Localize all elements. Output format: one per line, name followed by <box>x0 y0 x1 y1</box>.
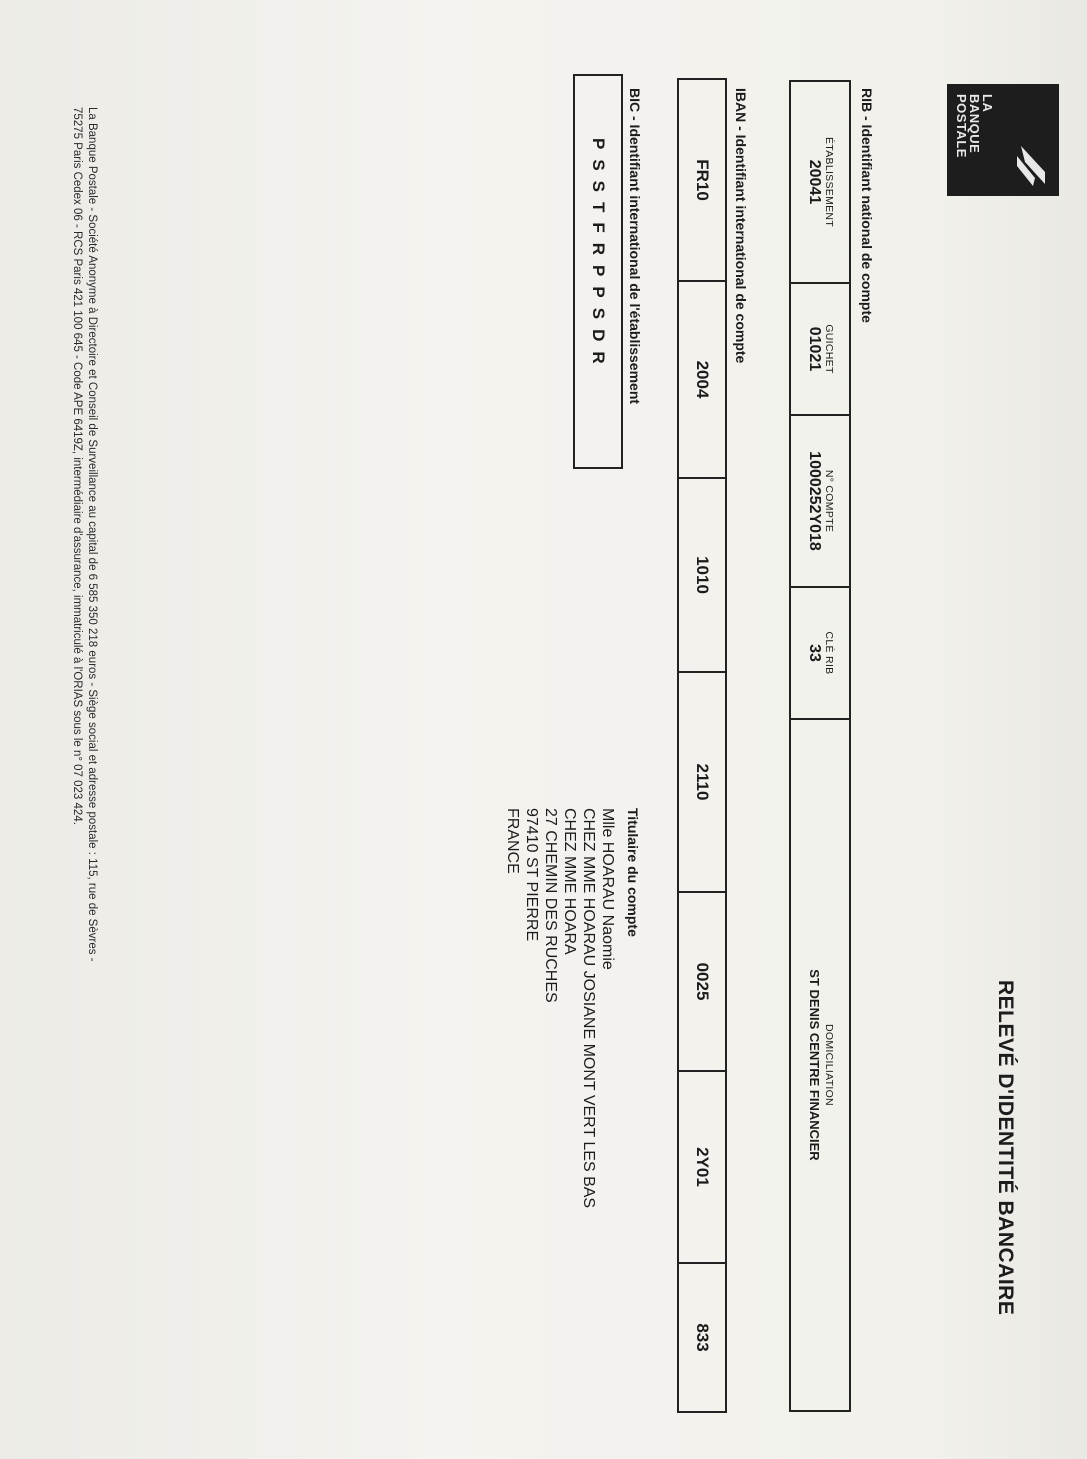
rib-compte-header: N° COMPTE <box>823 469 835 533</box>
logo-line: LA <box>980 94 995 113</box>
rib-etablissement-value: 20041 <box>806 159 823 205</box>
bic-value: PSSTFRPPSDR <box>573 74 623 469</box>
footer-line: 75275 Paris Cedex 06 - RCS Paris 421 100 645 - Code APE 6419Z, intermédiaire d'assurance, immatriculé à l'ORIAS sous le n° 07 023 424. <box>71 107 83 825</box>
iban-block: 2110 <box>678 672 726 892</box>
iban-section-label: IBAN - Identifiant international de compte <box>733 88 749 364</box>
rib-cle-cell <box>790 587 850 719</box>
rib-guichet-value: 01021 <box>806 326 823 372</box>
holder-line: 27 CHEMIN DES RUCHES <box>542 808 559 1003</box>
legal-footer <box>69 107 99 962</box>
account-holder <box>503 808 642 1208</box>
rib-etablissement-cell <box>790 81 850 283</box>
holder-line: Mlle HOARAU Naomie <box>599 808 616 970</box>
iban-block: 2Y01 <box>678 1071 726 1263</box>
logo-line: POSTALE <box>954 94 969 158</box>
footer-line: La Banque Postale - Société Anonyme à Directoire et Conseil de Surveillance au capital de 6 585 350 218 euros - Siège social et adresse postale : 115, rue de Sèvres - <box>86 107 98 962</box>
logo-line: BANQUE <box>967 94 982 154</box>
rib-cle-header: CLÉ RIB <box>823 631 835 675</box>
rib-section-label: RIB - Identifiant national de compte <box>859 88 875 323</box>
rib-guichet-cell <box>790 283 850 415</box>
holder-line: CHEZ MME HOARAU JOSIANE MONT VERT LES BAS <box>580 808 597 1209</box>
rib-domiciliation-cell <box>790 719 850 1411</box>
account-holder-label: Titulaire du compte <box>625 808 641 937</box>
rib-compte-value: 1000252Y018 <box>806 451 823 551</box>
iban-block: FR10 <box>678 79 726 281</box>
rib-etablissement-header: ÉTABLISSEMENT <box>823 136 835 228</box>
rib-compte-cell <box>790 415 850 587</box>
iban-block: 833 <box>678 1263 726 1412</box>
iban-block: 1010 <box>678 478 726 672</box>
holder-line: 97410 ST PIERRE <box>523 808 540 942</box>
bic-section-label: BIC - Identifiant international de l'établissement <box>627 88 643 405</box>
bird-emblem-icon <box>1011 142 1051 188</box>
holder-line: CHEZ MME HOARA <box>561 808 578 955</box>
iban-table <box>677 78 727 1413</box>
rib-domiciliation-header: DOMICILIATION <box>823 1024 835 1106</box>
rib-domiciliation-value: ST DENIS CENTRE FINANCIER <box>807 969 822 1161</box>
iban-block: 2004 <box>678 281 726 478</box>
rib-cle-value: 33 <box>806 644 823 662</box>
rib-guichet-header: GUICHET <box>823 324 835 374</box>
la-banque-postale-logo <box>947 84 1059 196</box>
rib-table <box>789 80 851 1412</box>
document-title: RELEVÉ D'IDENTITÉ BANCAIRE <box>994 980 1017 1316</box>
holder-line: FRANCE <box>504 808 521 874</box>
iban-block: 0025 <box>678 892 726 1071</box>
